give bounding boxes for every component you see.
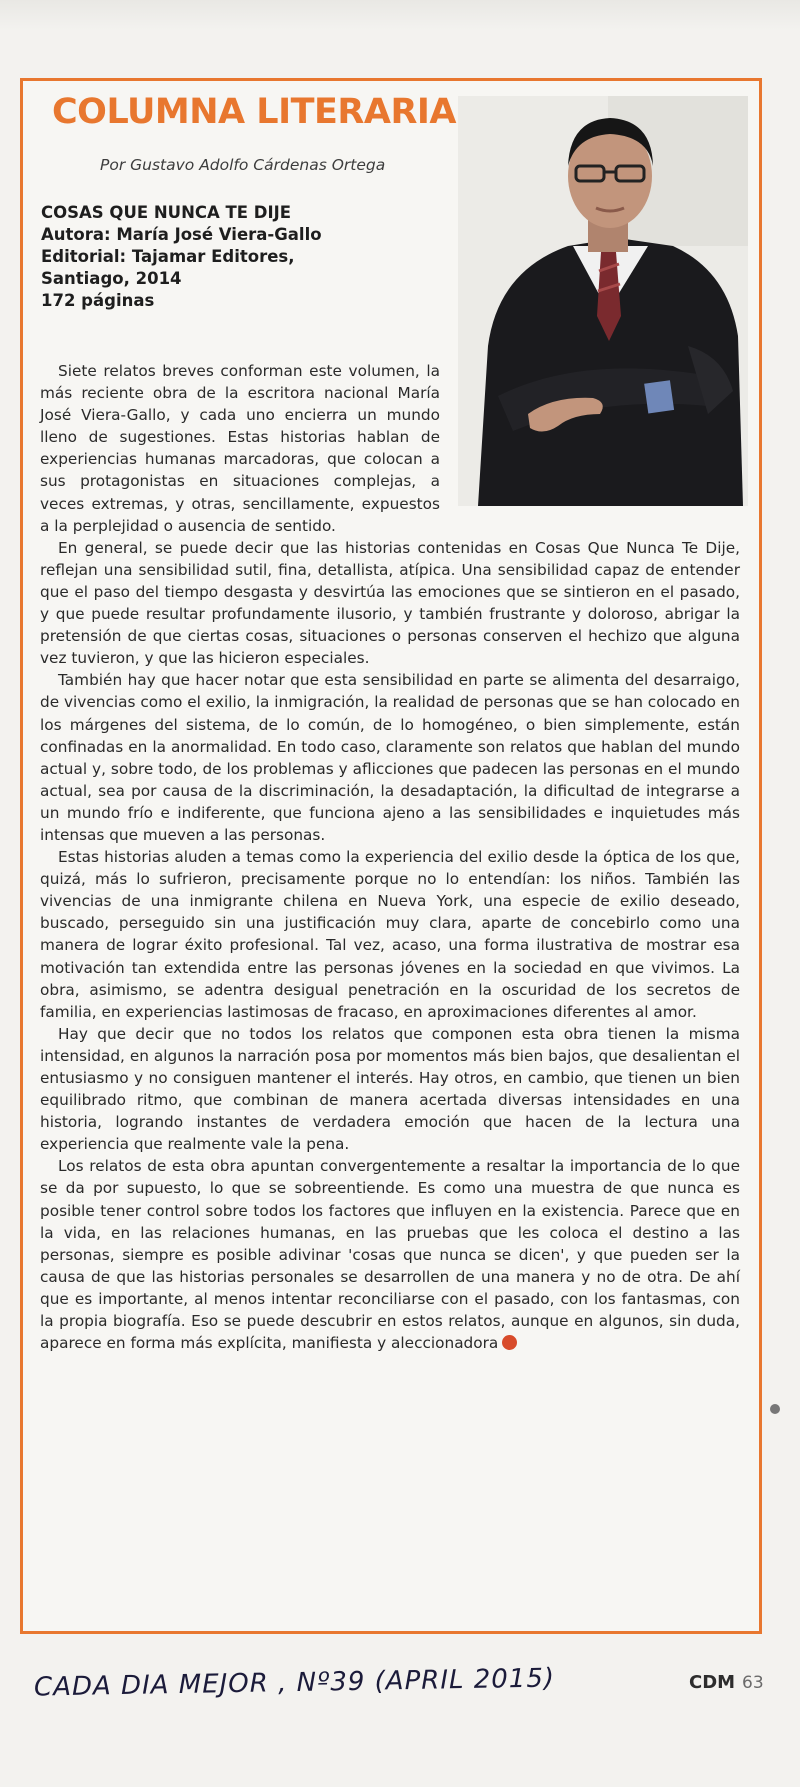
article-paragraph: En general, se puede decir que las historias contenidas en Cosas Que Nunca Te Dije, reflejan una sensibilidad sutil, fina, detallista, atípica. Una sensibilidad capaz de entender que el paso del tiempo desgasta y desvirtúa las emociones que se sintieron en el pasado, y que puede resultar profundamente ilusorio, y también frustrante y doloroso, abrigar la pretensión de que ciertas cosas, situaciones o personas conserven el hechizo que alguna vez tuvieron, y que las hicieron especiales. (40, 538, 740, 668)
article-body (40, 360, 740, 1354)
article-paragraph: Estas historias aluden a temas como la experiencia del exilio desde la óptica de los que, quizá, más lo sufrieron, precisamente porque no lo entendían: los niños. También las vivencias de una inmigrante chilena en Nueva York, una especie de exilio deseado, buscado, perseguido sin una justificación muy clara, aparte de concebirlo como una manera de lograr éxito profesional. Tal vez, acaso, una forma ilustrativa de mostrar esa motivación tan extendida entre las personas jóvenes en la sociedad en que vivimos. La obra, asimismo, se adentra desigual penetración en la oscuridad de los secretos de familia, en experiencias lastimosas de fracaso, en aproximaciones diferentes al amor. (40, 848, 740, 1021)
end-of-article-icon (502, 1335, 517, 1350)
scan-edge (0, 0, 800, 30)
photo-wrap-space (440, 360, 740, 510)
article-paragraph: Hay que decir que no todos los relatos que componen esta obra tienen la misma intensidad, en algunos la narración posa por momentos más bien bajos, que desalientan el entusiasmo y no consiguen mantener el interés. Hay otros, en cambio, que tienen un bien equilibrado ritmo, que combinan de manera acertada diversas intensidades en una historia, logrando instantes de verdadera emoción que hacen de la lectura una experiencia que realmente vale la pena. (40, 1024, 740, 1154)
book-info (41, 202, 441, 312)
book-place-year: Santiago, 2014 (41, 269, 182, 288)
article-paragraph-final (40, 1155, 740, 1354)
handwritten-note: CADA DIA MEJOR , Nº39 (APRIL 2015) (33, 1663, 556, 1703)
book-pages: 172 páginas (41, 291, 155, 310)
book-title: COSAS QUE NUNCA TE DIJE (41, 203, 292, 222)
article-paragraph-final-text: Los relatos de esta obra apuntan convergentemente a resaltar la importancia de lo que se da por supuesto, lo que se sobreentiende. Es como una muestra de que nunca es posible tener control sobre todos los factores que influyen en la existencia. Parece que en la vida, en las relaciones humanas, en las pruebas que les coloca el destino a las personas, siempre es posible adivinar 'cosas que nunca se dicen', y que pueden ser la causa de que las historias personales se desarrollen de una manera y no de otra. De ahí que es importante, al menos intentar reconciliarse con el pasado, con los fantasmas, con la propia biografía. Eso se puede descubrir en estos relatos, aunque en algunos, sin duda, aparece en forma más explícita, manifiesta y aleccionadora (40, 1157, 740, 1353)
article-paragraph: También hay que hacer notar que esta sensibilidad en parte se alimenta del desarraigo, de vivencias como el exilio, la inmigración, la realidad de personas que se han colocado en los márgenes del sistema, de lo común, de lo homogéneo, o bien simplemente, están confinadas en la anormalidad. En todo caso, claramente son relatos que hablan del mundo actual y, sobre todo, de los problemas y aflicciones que padecen las personas en el mundo actual, sea por causa de la discriminación, la desadaptación, la dificultad de integrarse a un mundo frío e indiferente, que funciona ajeno a las sensibilidades e inquietudes más intensas que mueven a las personas. (40, 671, 740, 844)
byline: Por Gustavo Adolfo Cárdenas Ortega (100, 156, 386, 174)
scan-mark (770, 1404, 780, 1414)
section-title: COLUMNA LITERARIA (52, 92, 457, 132)
article-paragraph: Siete relatos breves conforman este volumen, la más reciente obra de la escritora nacional María José Viera-Gallo, y cada uno encierra un mundo lleno de sugestiones. Estas historias hablan de experiencias humanas marcadoras, que colocan a sus protagonistas en situaciones complejas, a veces extremas, y otras, sencillamente, expuestos a la perplejidad o ausencia de sentido. (40, 362, 440, 535)
book-author: Autora: María José Viera-Gallo (41, 225, 322, 244)
book-publisher: Editorial: Tajamar Editores, (41, 247, 295, 266)
page-number: 63 (742, 1673, 764, 1693)
footer-brand: CDM (689, 1672, 736, 1693)
